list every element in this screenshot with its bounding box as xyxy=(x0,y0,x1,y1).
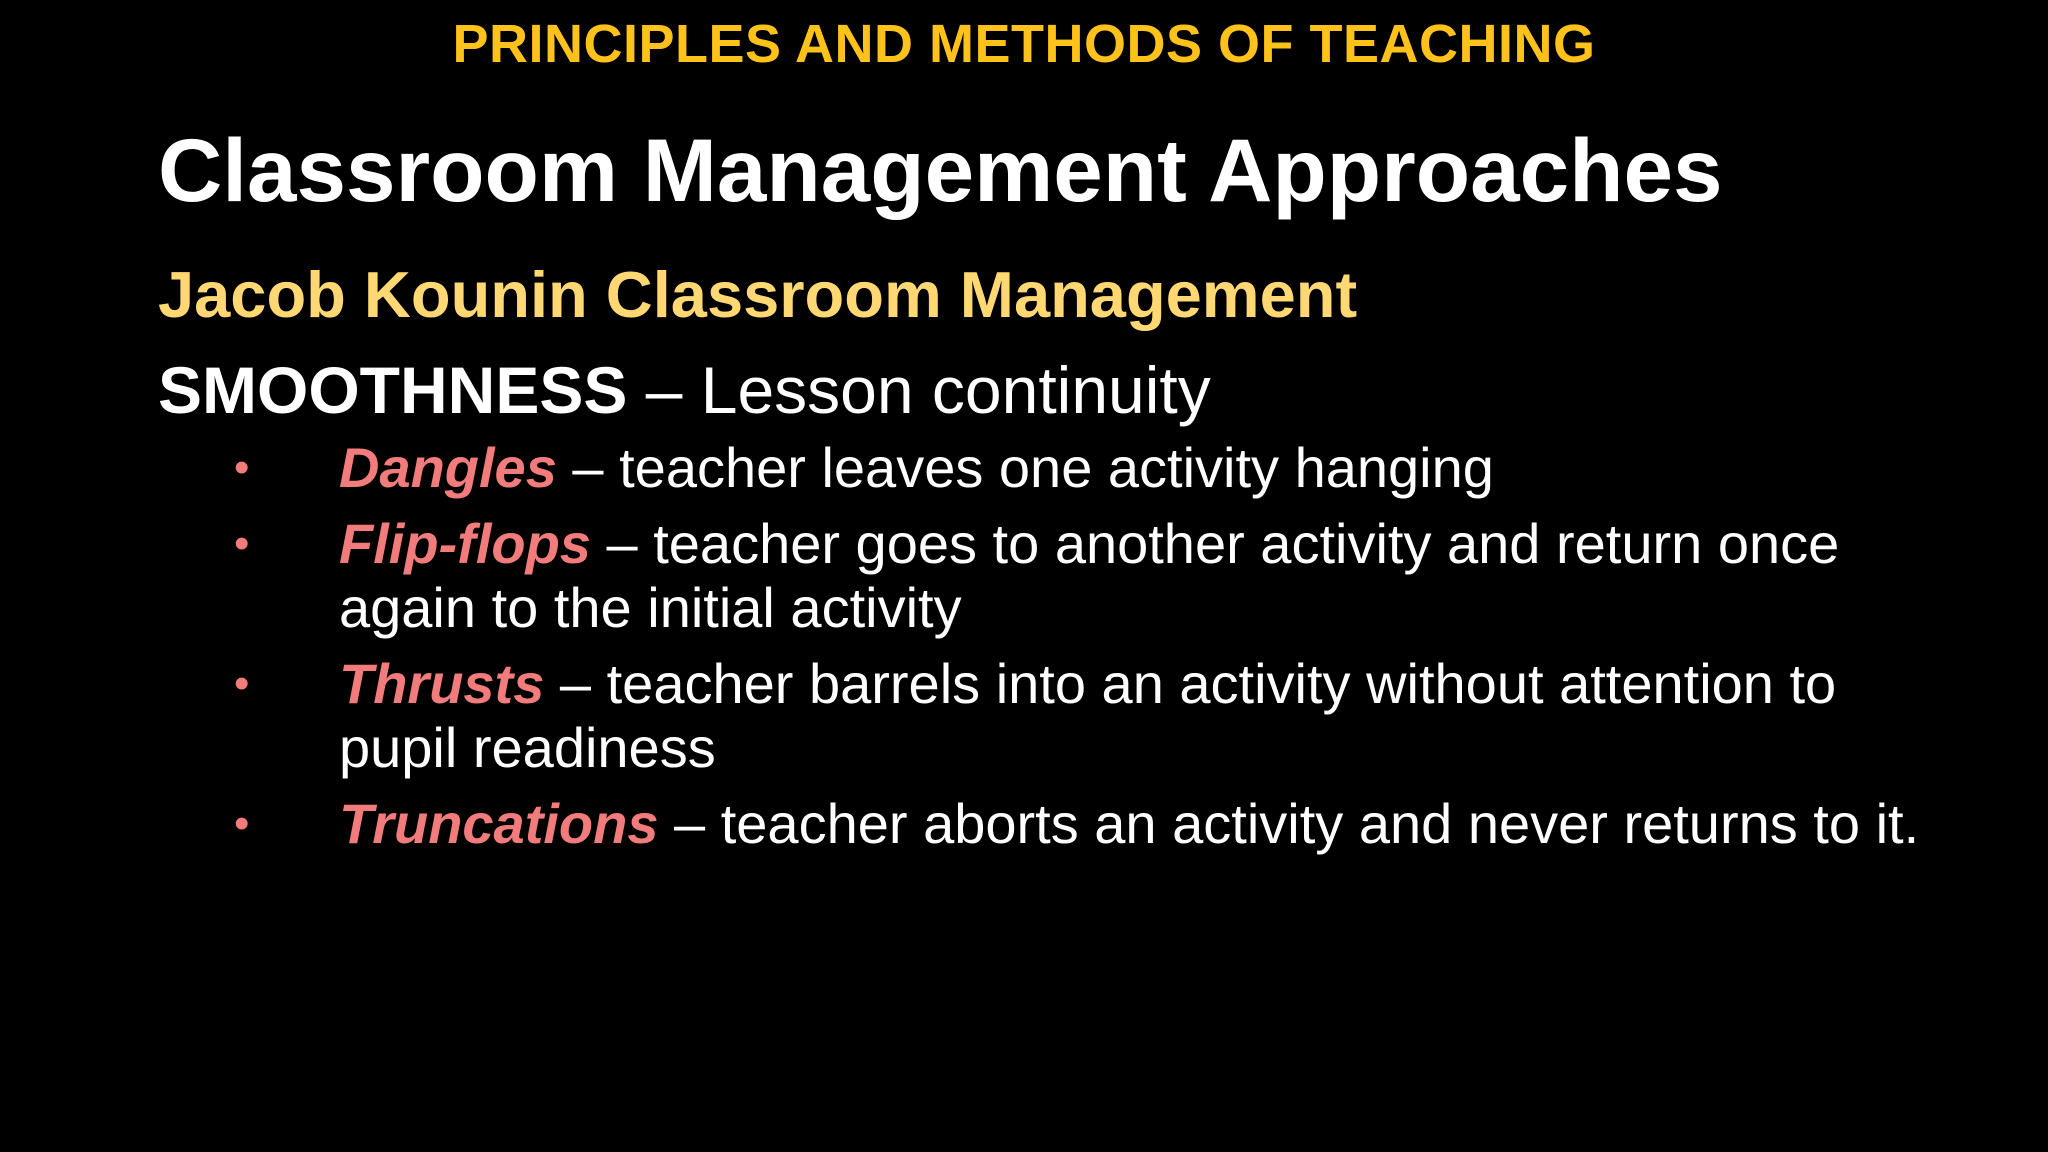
slide-title: Classroom Management Approaches xyxy=(158,120,1723,220)
bullet-term: Dangles xyxy=(339,436,557,499)
bullet-dot-icon: • xyxy=(234,443,250,492)
bullet-term: Thrusts xyxy=(339,652,545,715)
section-description: – Lesson continuity xyxy=(627,353,1211,427)
bullet-text: – teacher goes to another activity and return once again to the initial activity xyxy=(339,512,1840,639)
bullet-text: – teacher barrels into an activity without attention to pupil readiness xyxy=(339,652,1837,779)
slide-subtitle: Jacob Kounin Classroom Management xyxy=(158,258,1358,331)
bullet-list xyxy=(0,436,2048,868)
course-title: PRINCIPLES AND METHODS OF TEACHING xyxy=(452,14,1596,74)
bullet-term: Flip-flops xyxy=(339,512,591,575)
bullet-item-dangles xyxy=(0,436,2048,500)
bullet-dot-icon: • xyxy=(234,799,250,848)
section-heading xyxy=(158,352,1211,428)
bullet-item-flip-flops xyxy=(0,512,2048,640)
bullet-item-truncations xyxy=(0,792,2048,856)
bullet-text: – teacher leaves one activity hanging xyxy=(556,436,1494,499)
bullet-dot-icon: • xyxy=(234,659,250,708)
bullet-dot-icon: • xyxy=(234,519,250,568)
bullet-text: – teacher aborts an activity and never returns to it. xyxy=(658,792,1920,855)
bullet-term: Truncations xyxy=(339,792,659,855)
bullet-item-thrusts xyxy=(0,652,2048,780)
section-term: SMOOTHNESS xyxy=(158,353,628,427)
